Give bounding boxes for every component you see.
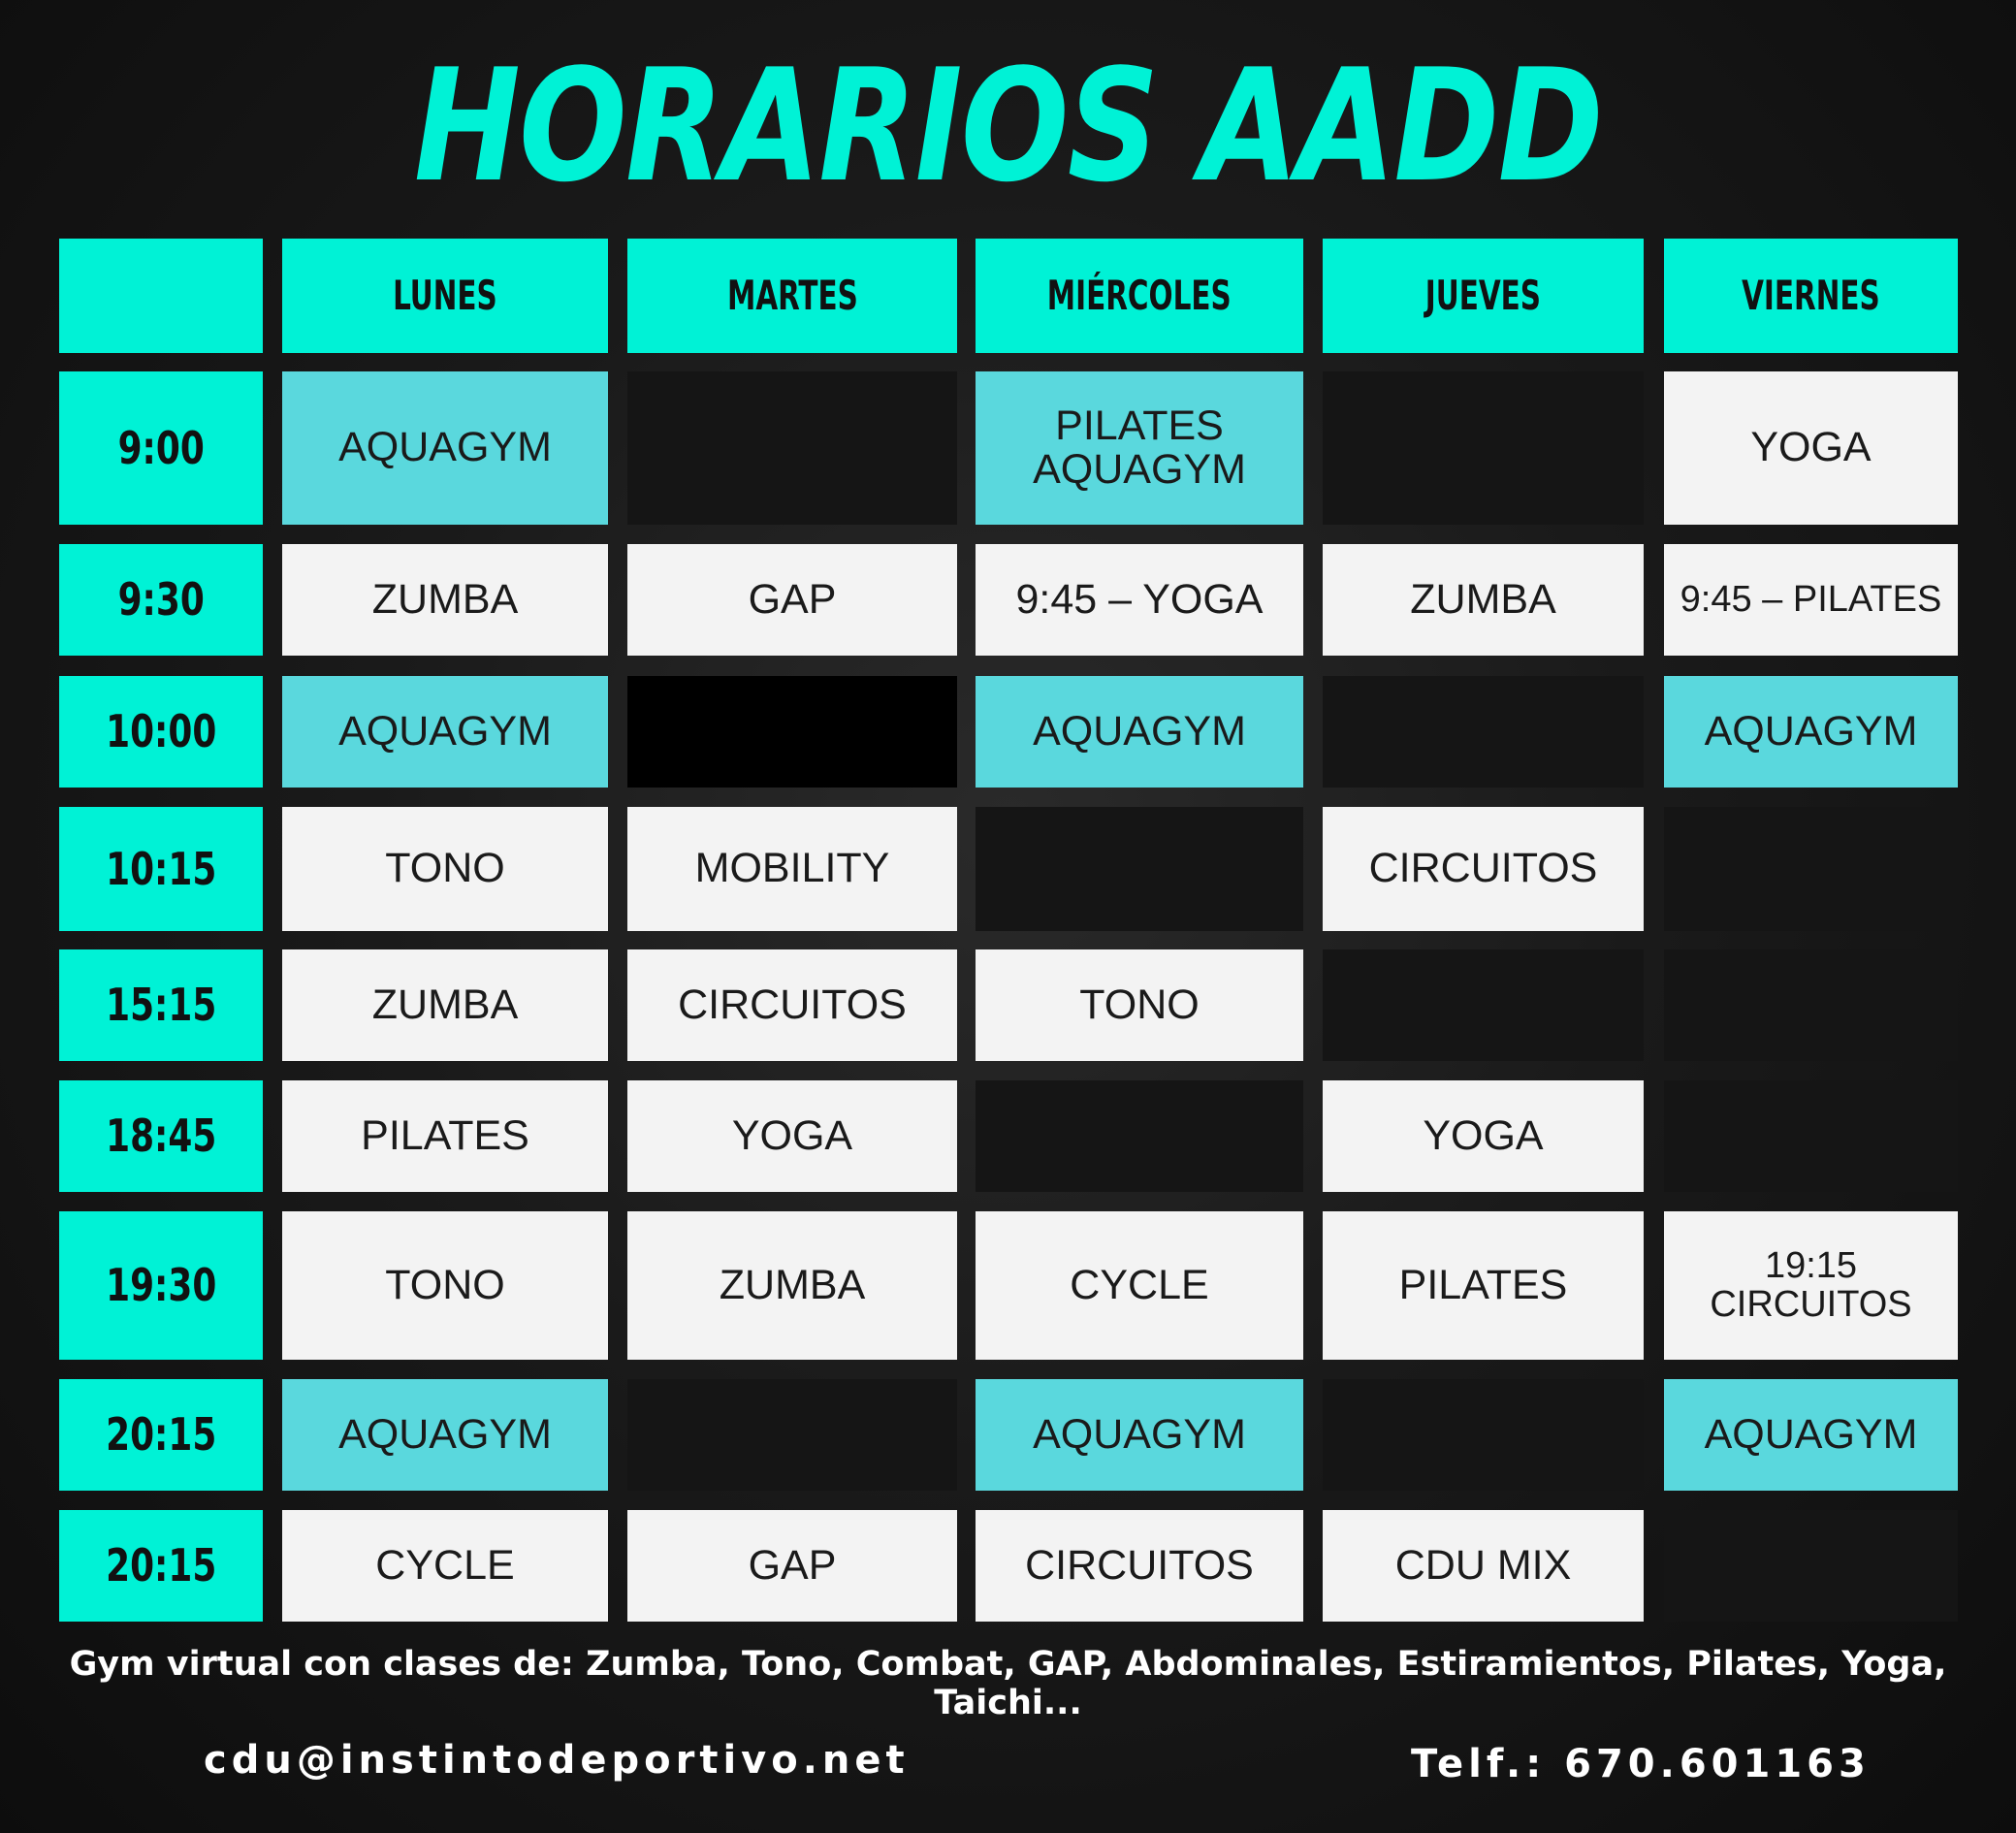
empty-cell <box>1323 949 1644 1061</box>
empty-cell <box>627 676 957 788</box>
time-slot <box>59 1379 263 1491</box>
time-slot <box>59 949 263 1061</box>
cell-text: ZUMBA <box>719 1261 866 1308</box>
empty-cell <box>1323 1379 1644 1491</box>
cell-text: JUEVES <box>1424 271 1542 319</box>
cell-text: 20:15 <box>105 1408 217 1462</box>
class-cell <box>627 807 957 931</box>
class-cell <box>976 1379 1303 1491</box>
class-cell <box>282 1510 608 1622</box>
class-cell <box>1323 1080 1644 1192</box>
cell-text: 9:00 <box>117 421 205 474</box>
page-title: HORARIOS AADD <box>413 35 1603 216</box>
empty-cell <box>1664 949 1958 1061</box>
cell-text: ZUMBA <box>371 575 519 623</box>
cell-text: VIERNES <box>1742 271 1880 319</box>
cell-text: 9:45 – YOGA <box>1015 575 1264 623</box>
cell-text: MARTES <box>726 271 858 319</box>
cell-text: 19:30 <box>105 1259 217 1312</box>
cell-text: 20:15 <box>105 1539 217 1592</box>
class-cell <box>1323 1211 1644 1360</box>
cell-text: 15:15 <box>105 979 217 1032</box>
empty-cell <box>1664 807 1958 931</box>
cell-text: 9:30 <box>117 573 205 627</box>
cell-text: ZUMBA <box>371 981 519 1028</box>
time-slot <box>59 1510 263 1622</box>
cell-text: AQUAGYM <box>1704 707 1918 755</box>
time-slot <box>59 544 263 656</box>
cell-text: AQUAGYM <box>338 424 552 471</box>
time-slot <box>59 1211 263 1360</box>
cell-text: LUNES <box>393 271 497 319</box>
contact-phone: Telf.: 670.601163 <box>1411 1742 1871 1786</box>
empty-cell <box>976 807 1303 931</box>
cell-text: GAP <box>748 1541 837 1589</box>
cell-text: PILATES <box>1398 1261 1568 1308</box>
class-cell <box>282 371 608 525</box>
class-cell <box>976 676 1303 788</box>
cell-text: CIRCUITOS <box>1368 845 1598 892</box>
cell-text: AQUAGYM <box>1033 707 1246 755</box>
cell-text: YOGA <box>1750 424 1872 471</box>
class-cell <box>282 544 608 656</box>
empty-cell <box>1664 1080 1958 1192</box>
empty-cell <box>1323 371 1644 525</box>
footer-note: Gym virtual con clases de: Zumba, Tono, Combat, GAP, Abdominales, Estiramientos, Pilates, Yoga, Taichi... <box>69 1645 1947 1722</box>
cell-text: TONO <box>385 845 505 892</box>
cell-text: CDU MIX <box>1394 1541 1572 1589</box>
empty-cell <box>1323 676 1644 788</box>
class-cell <box>1323 807 1644 931</box>
empty-cell <box>627 371 957 525</box>
header-day-4 <box>1323 239 1644 353</box>
time-slot <box>59 676 263 788</box>
header-corner <box>59 239 263 353</box>
cell-text: 10:15 <box>105 842 217 895</box>
class-cell <box>282 807 608 931</box>
class-cell <box>282 676 608 788</box>
header-day-3 <box>976 239 1303 353</box>
cell-text: CIRCUITOS <box>678 981 907 1028</box>
class-cell <box>976 1211 1303 1360</box>
cell-text: YOGA <box>1423 1111 1544 1159</box>
cell-text: 10:00 <box>105 705 217 758</box>
class-cell <box>1664 1211 1958 1360</box>
class-cell <box>627 1510 957 1622</box>
empty-cell <box>627 1379 957 1491</box>
cell-text: PILATES <box>361 1111 529 1159</box>
class-cell <box>1664 676 1958 788</box>
cell-text-line: PILATES <box>1055 402 1224 449</box>
cell-text-line: CIRCUITOS <box>1710 1283 1912 1325</box>
cell-text: AQUAGYM <box>1704 1410 1918 1458</box>
time-slot <box>59 807 263 931</box>
cell-text: CYCLE <box>1070 1261 1209 1308</box>
class-cell <box>1664 544 1958 656</box>
class-cell <box>976 949 1303 1061</box>
class-cell <box>976 1510 1303 1622</box>
cell-text: ZUMBA <box>1410 575 1556 623</box>
cell-text: MIÉRCOLES <box>1047 271 1232 319</box>
cell-text: YOGA <box>731 1111 853 1159</box>
cell-text: 9:45 – PILATES <box>1680 578 1942 620</box>
cell-text: AQUAGYM <box>338 707 552 755</box>
class-cell <box>282 1379 608 1491</box>
header-day-5 <box>1664 239 1958 353</box>
class-cell <box>627 544 957 656</box>
cell-text: TONO <box>385 1261 505 1308</box>
class-cell <box>1323 544 1644 656</box>
class-cell <box>282 949 608 1061</box>
time-slot <box>59 1080 263 1192</box>
cell-text: GAP <box>748 575 837 623</box>
cell-text-line: AQUAGYM <box>1033 446 1246 493</box>
cell-text: MOBILITY <box>694 845 890 892</box>
class-cell <box>1664 1379 1958 1491</box>
empty-cell <box>976 1080 1303 1192</box>
cell-text: CIRCUITOS <box>1025 1541 1254 1589</box>
class-cell <box>627 1211 957 1360</box>
class-cell <box>1664 371 1958 525</box>
time-slot <box>59 371 263 525</box>
cell-text: TONO <box>1079 981 1200 1028</box>
cell-text: CYCLE <box>375 1541 515 1589</box>
class-cell <box>282 1211 608 1360</box>
class-cell <box>976 544 1303 656</box>
header-day-1 <box>282 239 608 353</box>
class-cell <box>627 1080 957 1192</box>
header-day-2 <box>627 239 957 353</box>
cell-text-line: 19:15 <box>1764 1244 1858 1286</box>
class-cell <box>1323 1510 1644 1622</box>
cell-text: AQUAGYM <box>1033 1410 1246 1458</box>
class-cell <box>627 949 957 1061</box>
class-cell <box>282 1080 608 1192</box>
cell-text: AQUAGYM <box>338 1410 552 1458</box>
contact-email: cdu@instintodeportivo.net <box>204 1738 910 1783</box>
class-cell <box>976 371 1303 525</box>
cell-text: 18:45 <box>105 1109 217 1163</box>
empty-cell <box>1664 1510 1958 1622</box>
